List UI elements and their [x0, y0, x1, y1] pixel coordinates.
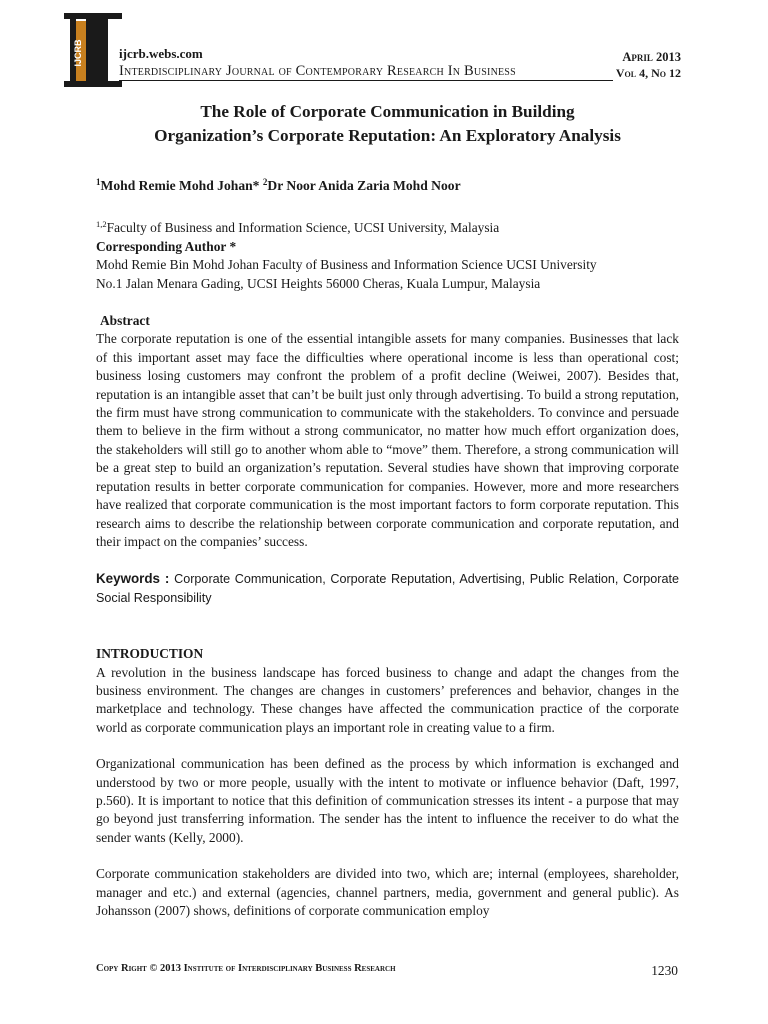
introduction-heading: INTRODUCTION [96, 646, 204, 662]
author1-superscript: 1 [96, 177, 101, 187]
introduction-paragraph-1: A revolution in the business landscape has forced business to change and adapt the changes from the business environment. The changes are changes in customers’ preferences and behavior, changes in the marketplace and technology. These changes have affected the communication practice of the corporate world as corporate communication plays an important role in creating value to a firm. [96, 664, 679, 735]
article-body [96, 100, 679, 920]
corresponding-address-line-1: Mohd Remie Bin Mohd Johan Faculty of Business and Information Science UCSI University [96, 257, 597, 273]
journal-name: Interdisciplinary Journal of Contemporary Research In Business [119, 63, 516, 79]
keywords [96, 570, 679, 607]
affiliation-text: Faculty of Business and Information Science, UCSI University, Malaysia [106, 220, 500, 236]
title-line-2: Organization’s Corporate Reputation: An Exploratory Analysis [154, 126, 621, 145]
introduction-paragraph-3: Corporate communication stakeholders are divided into two, which are; internal (employees, shareholder, manager and etc.) and external (agencies, channel partners, media, government and general public). As Johansson (2007) shows, definitions of corporate communication employ [96, 866, 679, 918]
author-list [96, 173, 679, 195]
corresponding-address-line-2: No.1 Jalan Menara Gading, UCSI Heights 56000 Cheras, Kuala Lumpur, Malaysia [96, 275, 541, 291]
introduction-paragraph-2: Organizational communication has been defined as the process by which information is exchanged and understood by two or more people, usually with the intent to motivate or influence behavior (Daft, 1997, p.560). It is important to notice that this definition of communication stresses its intent - a purpose that may go beyond just transferring information. The sender has the intent to influence the receiver to do what the sender wants (Kelly, 2000). [96, 756, 679, 845]
abstract-heading: Abstract [100, 313, 150, 329]
abstract-text: The corporate reputation is one of the essential intangible assets for many companies. Businesses that lack of this important asset may face the difficulties where operational income is less than operational cost; business losing customers may confront the problem of a profit decline (Weiwei, 2007). Besides that, reputation is an intangible asset that can’t be built just only through advertising. To build a strong reputation, the firm must have strong communication to communicate with the stakeholders. To convince and persuade them to believe in the firm without a strong communicator, no matter how much effort organization does, the stakeholders will still go to another whom able to “move” them. Therefore, a strong communication will be a great step to build an organization’s reputation. Several studies have shown that improving corporate reputation results in better corporate communication for companies. However, more and more researchers have realized that corporate communication is the most important factors to form corporate reputation. This research aims to describe the relationship between corporate communication and corporate reputation, and their impact on the companies’ success. [96, 331, 679, 549]
issue-volume: Vol 4, No 12 [615, 66, 681, 80]
svg-text:IJCRB: IJCRB [73, 39, 83, 67]
site-url: ijcrb.webs.com [119, 46, 203, 61]
issue-date: April 2013 [622, 50, 681, 64]
affiliation [96, 215, 679, 237]
affiliation-superscript: 1,2 [96, 219, 107, 230]
author2-name: Dr Noor Anida Zaria Mohd Noor [267, 178, 461, 193]
author1-name: Mohd Remie Mohd Johan* [100, 178, 263, 193]
copyright-notice: Copy Right © 2013 Institute of Interdisciplinary Business Research [96, 963, 396, 974]
title-line-1: The Role of Corporate Communication in Building [200, 102, 575, 121]
article-title [96, 100, 679, 148]
header-rule [119, 80, 613, 81]
author2-superscript: 2 [262, 177, 268, 187]
keywords-text: Corporate Communication, Corporate Reputation, Advertising, Public Relation, Corporate Social Responsibility [96, 572, 679, 605]
corresponding-author-label: Corresponding Author * [96, 238, 237, 254]
journal-logo [64, 13, 122, 87]
keywords-label: Keywords : [96, 571, 175, 587]
page-number: 1230 [651, 963, 678, 978]
